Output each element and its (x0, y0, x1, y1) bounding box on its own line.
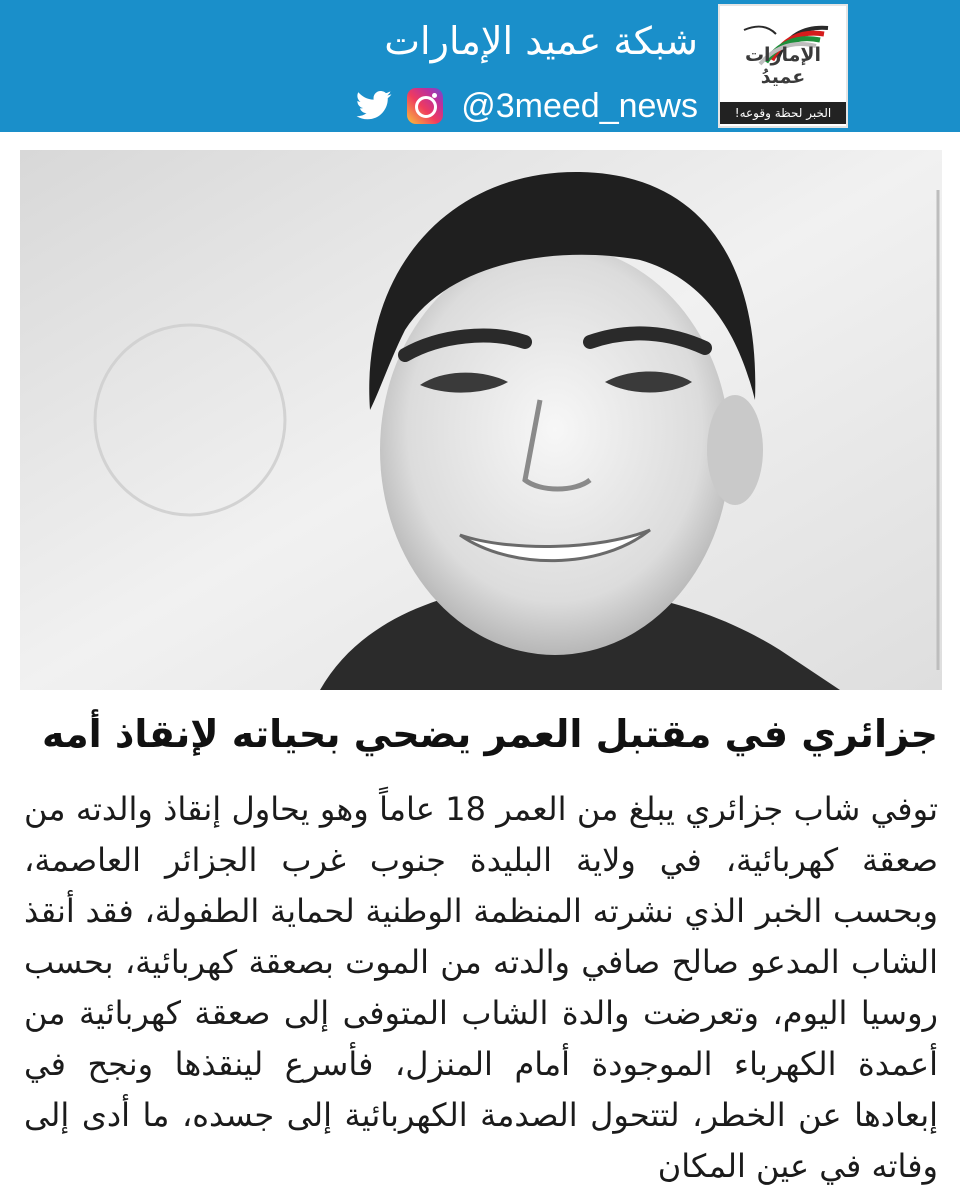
logo-tagline: الخبر لحظة وقوعه! (720, 102, 846, 124)
logo-name: الإمارات عميدُ (744, 44, 822, 88)
article-headline: جزائري في مقتبل العمر يضحي بحياته لإنقاذ أمه (42, 712, 938, 756)
instagram-icon[interactable] (407, 88, 443, 124)
site-logo[interactable] (718, 4, 848, 128)
social-handle[interactable]: @3meed_news (461, 87, 698, 125)
portrait-photo (20, 150, 942, 690)
header-banner (0, 0, 960, 132)
twitter-icon[interactable] (355, 87, 393, 125)
article-body: توفي شاب جزائري يبلغ من العمر 18 عاماً وهو يحاول إنقاذ والدته من صعقة كهربائية، في ولاية البليدة جنوب غرب الجزائر العاصمة، وبحسب الخبر الذي نشرته المنظمة الوطنية لحماية الطفولة، فقد أنقذ الشاب المدعو صالح صافي والدته من الموت بصعقة كهربائية، بحسب روسيا اليوم، وتعرضت والدة الشاب المتوفى إلى صعقة كهربائية من أعمدة الكهرباء الموجودة أمام المنزل، فأسرع لينقذها ونجح في إبعادها عن الخطر، لتتحول الصدمة الكهربائية إلى جسده، ما أدى إلى وفاته في عين المكان (24, 790, 939, 1185)
site-name: شبكة عميد الإمارات (384, 19, 698, 63)
social-links (355, 84, 698, 128)
